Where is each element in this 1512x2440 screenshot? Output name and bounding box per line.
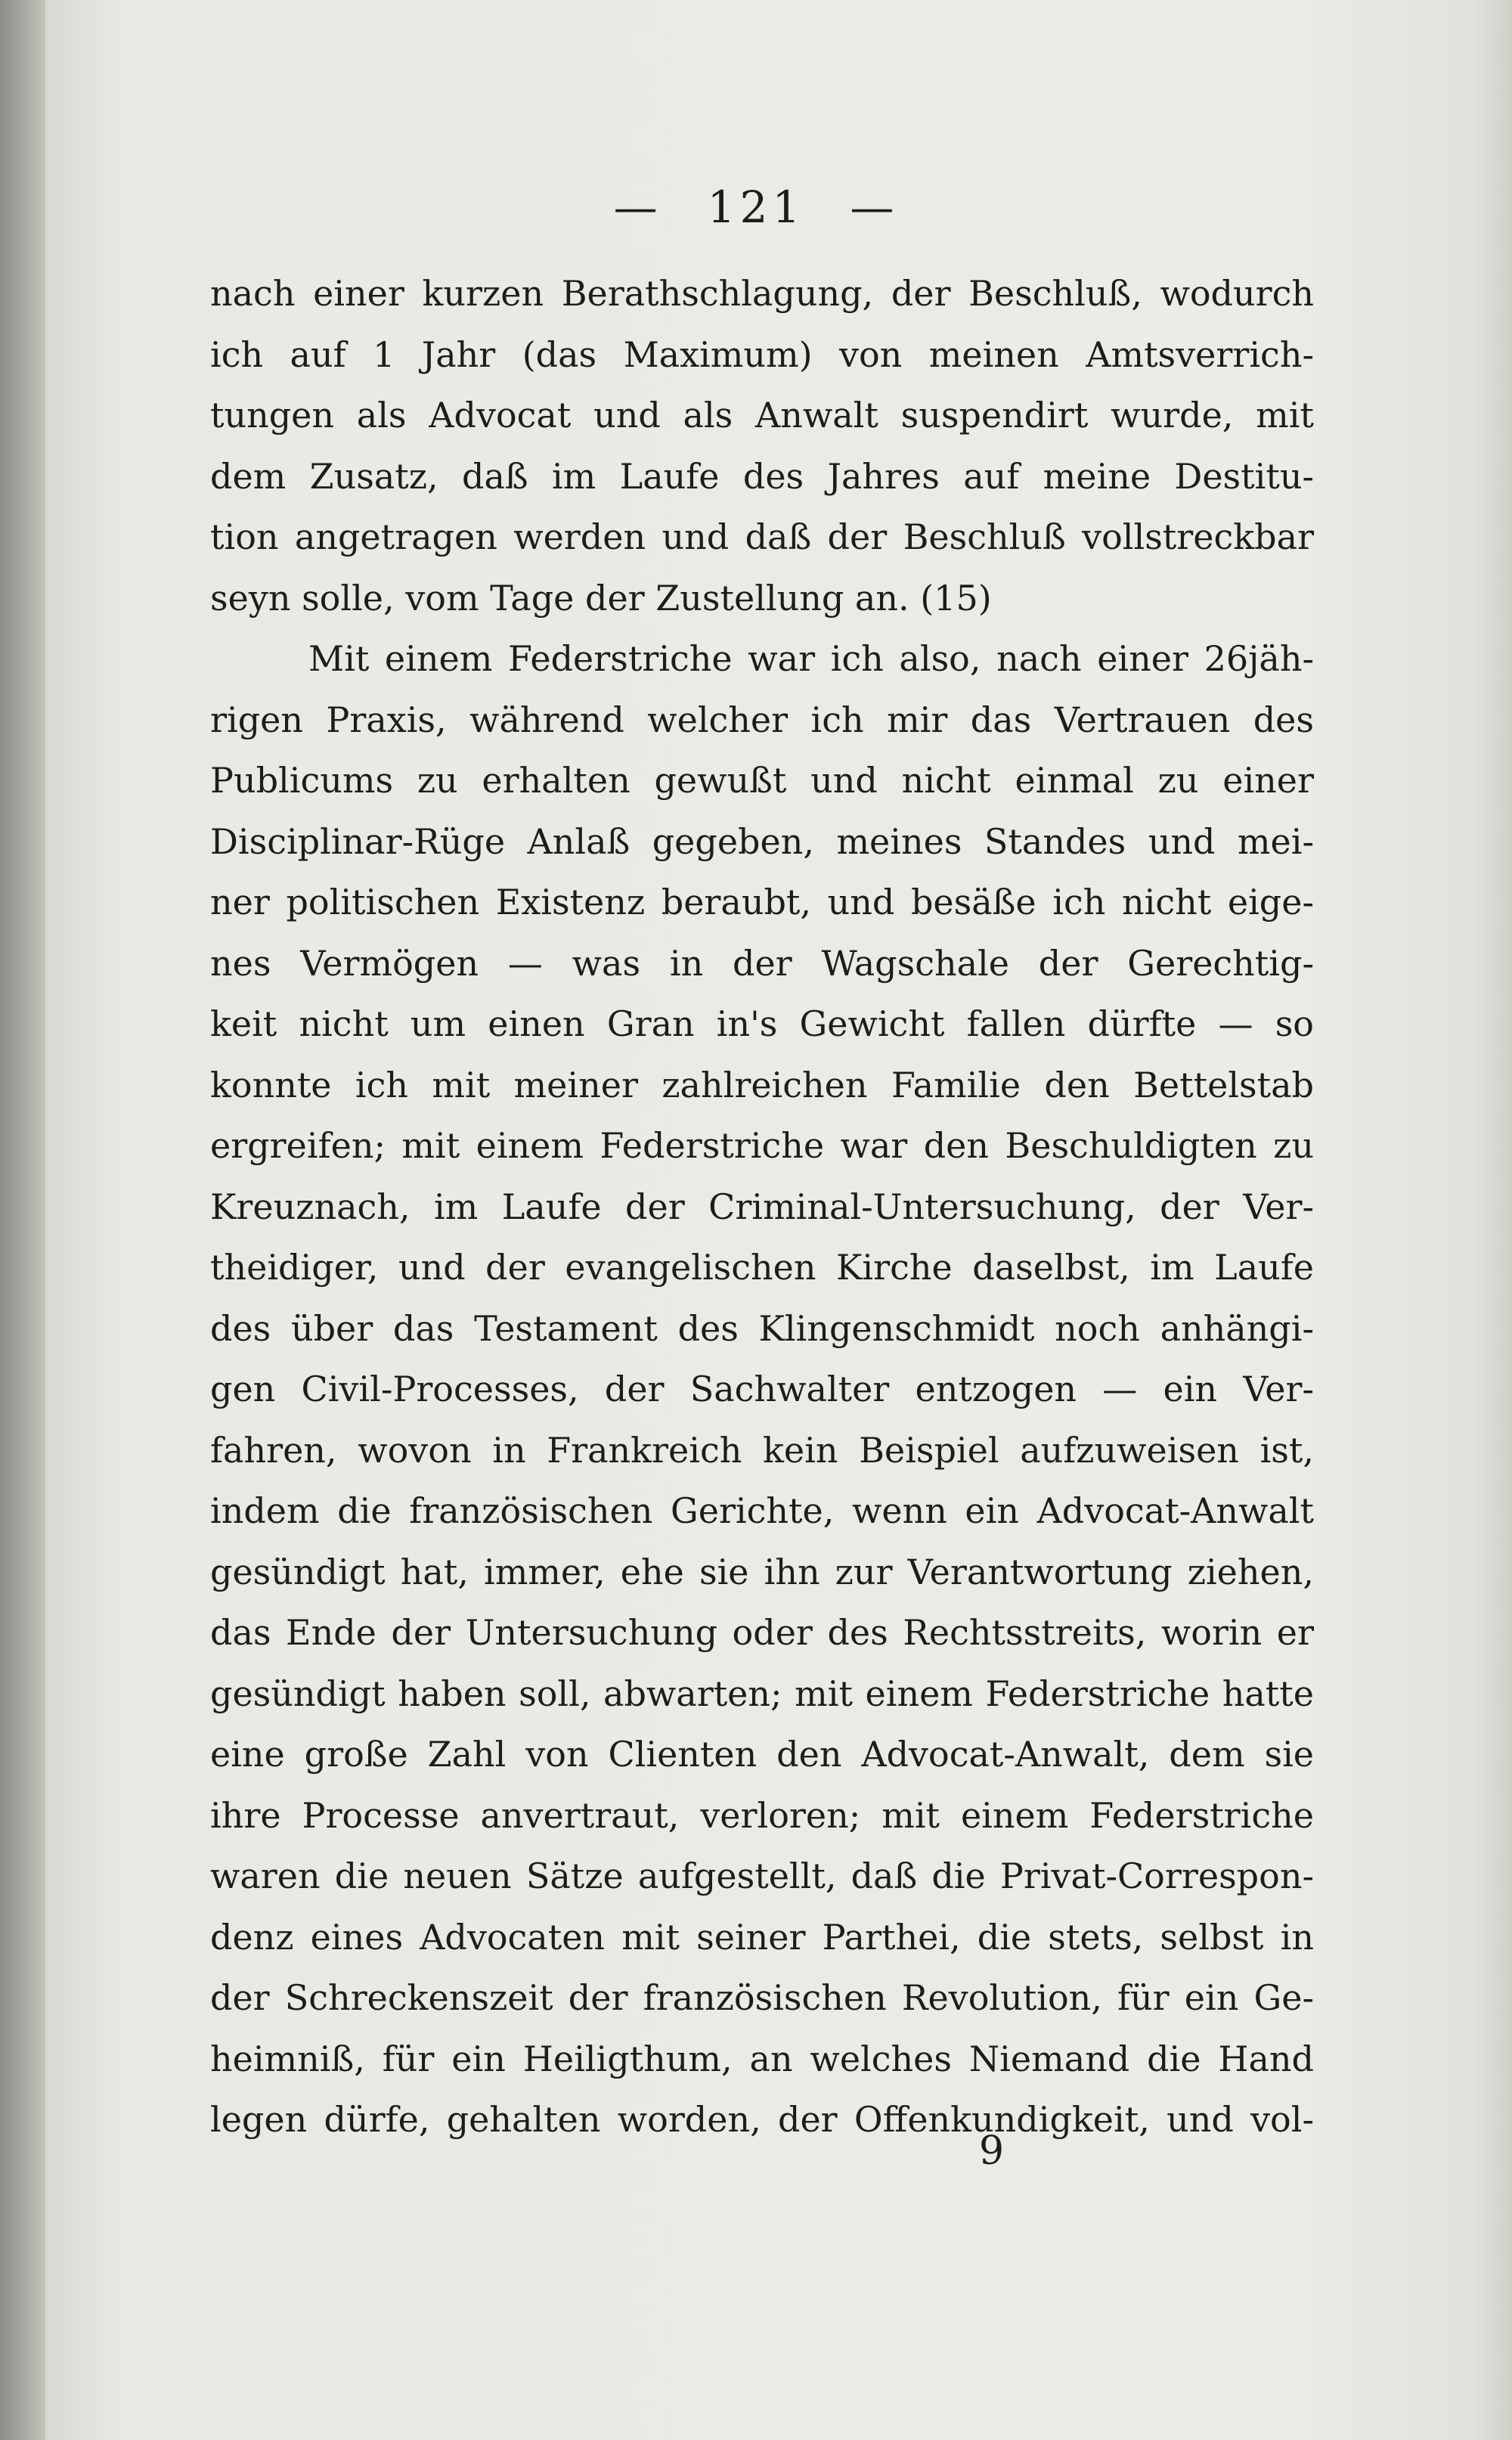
text-line: ich auf 1 Jahr (das Maximum) von meinen Amtsverrich- <box>210 333 1314 375</box>
body-text <box>210 263 1314 2150</box>
page-header <box>0 181 1512 233</box>
text-line: tungen als Advocat und als Anwalt suspendirt wurde, mit <box>210 395 1314 436</box>
text-line: gesündigt haben soll, abwarten; mit einem Federstriche hatte <box>210 1673 1314 1714</box>
text-line: heimniß, für ein Heiligthum, an welches Niemand die Hand <box>210 2038 1314 2079</box>
text-line: ner politischen Existenz beraubt, und besäße ich nicht eige- <box>210 882 1314 922</box>
text-line: eine große Zahl von Clienten den Advocat-Anwalt, dem sie <box>210 1734 1314 1775</box>
text-line: ihre Processe anvertraut, verloren; mit einem Federstriche <box>210 1794 1314 1836</box>
text-line: theidiger, und der evangelischen Kirche daselbst, im Laufe <box>210 1247 1314 1288</box>
text-line: Publicums zu erhalten gewußt und nicht einmal zu einer <box>210 760 1314 801</box>
text-line: gen Civil-Processes, der Sachwalter entzogen — ein Ver- <box>210 1369 1314 1409</box>
text-line: dem Zusatz, daß im Laufe des Jahres auf meine Destitu- <box>210 455 1314 497</box>
text-line: des über das Testament des Klingenschmidt noch anhängi- <box>210 1307 1314 1349</box>
text-line: legen dürfe, gehalten worden, der Offenkundigkeit, und vol- <box>210 2099 1314 2140</box>
text-line: gesündigt hat, immer, ehe sie ihn zur Verantwortung ziehen, <box>210 1551 1314 1592</box>
text-line: keit nicht um einen Gran in's Gewicht fallen dürfte — so <box>210 1003 1314 1044</box>
text-line: der Schreckenszeit der französischen Revolution, für ein Ge- <box>210 1977 1314 2018</box>
text-line: nes Vermögen — was in der Wagschale der Gerechtig- <box>210 942 1314 984</box>
text-line: Kreuznach, im Laufe der Criminal-Untersuchung, der Ver- <box>210 1186 1314 1227</box>
text-line: Mit einem Federstriche war ich also, nach einer 26jäh- <box>308 638 1314 679</box>
text-line: das Ende der Untersuchung oder des Rechtsstreits, worin er <box>210 1612 1314 1653</box>
book-gutter <box>0 0 45 2440</box>
text-line: rigen Praxis, während welcher ich mir das Vertrauen des <box>210 699 1314 740</box>
text-line: ergreifen; mit einem Federstriche war den Beschuldigten zu <box>210 1125 1314 1166</box>
text-line: waren die neuen Sätze aufgestellt, daß die Privat-Correspon- <box>210 1856 1314 1896</box>
text-line: konnte ich mit meiner zahlreichen Familie den Bettelstab <box>210 1064 1314 1105</box>
signature-mark: 9 <box>979 2128 1005 2174</box>
page-number: 121 <box>707 181 805 233</box>
header-dash-left: — <box>613 181 662 233</box>
text-line: nach einer kurzen Berathschlagung, der Beschluß, wodurch <box>210 273 1314 314</box>
text-line: tion angetragen werden und daß der Beschluß vollstreckbar <box>210 516 1314 557</box>
text-line: indem die französischen Gerichte, wenn ein Advocat-Anwalt <box>210 1490 1314 1531</box>
text-line: seyn solle, vom Tage der Zustellung an. (15) <box>210 577 992 619</box>
header-dash-right: — <box>850 181 899 233</box>
text-line: fahren, wovon in Frankreich kein Beispiel aufzuweisen ist, <box>210 1429 1314 1471</box>
text-line: denz eines Advocaten mit seiner Parthei, die stets, selbst in <box>210 1916 1314 1958</box>
text-line: Disciplinar-Rüge Anlaß gegeben, meines Standes und mei- <box>210 820 1314 862</box>
